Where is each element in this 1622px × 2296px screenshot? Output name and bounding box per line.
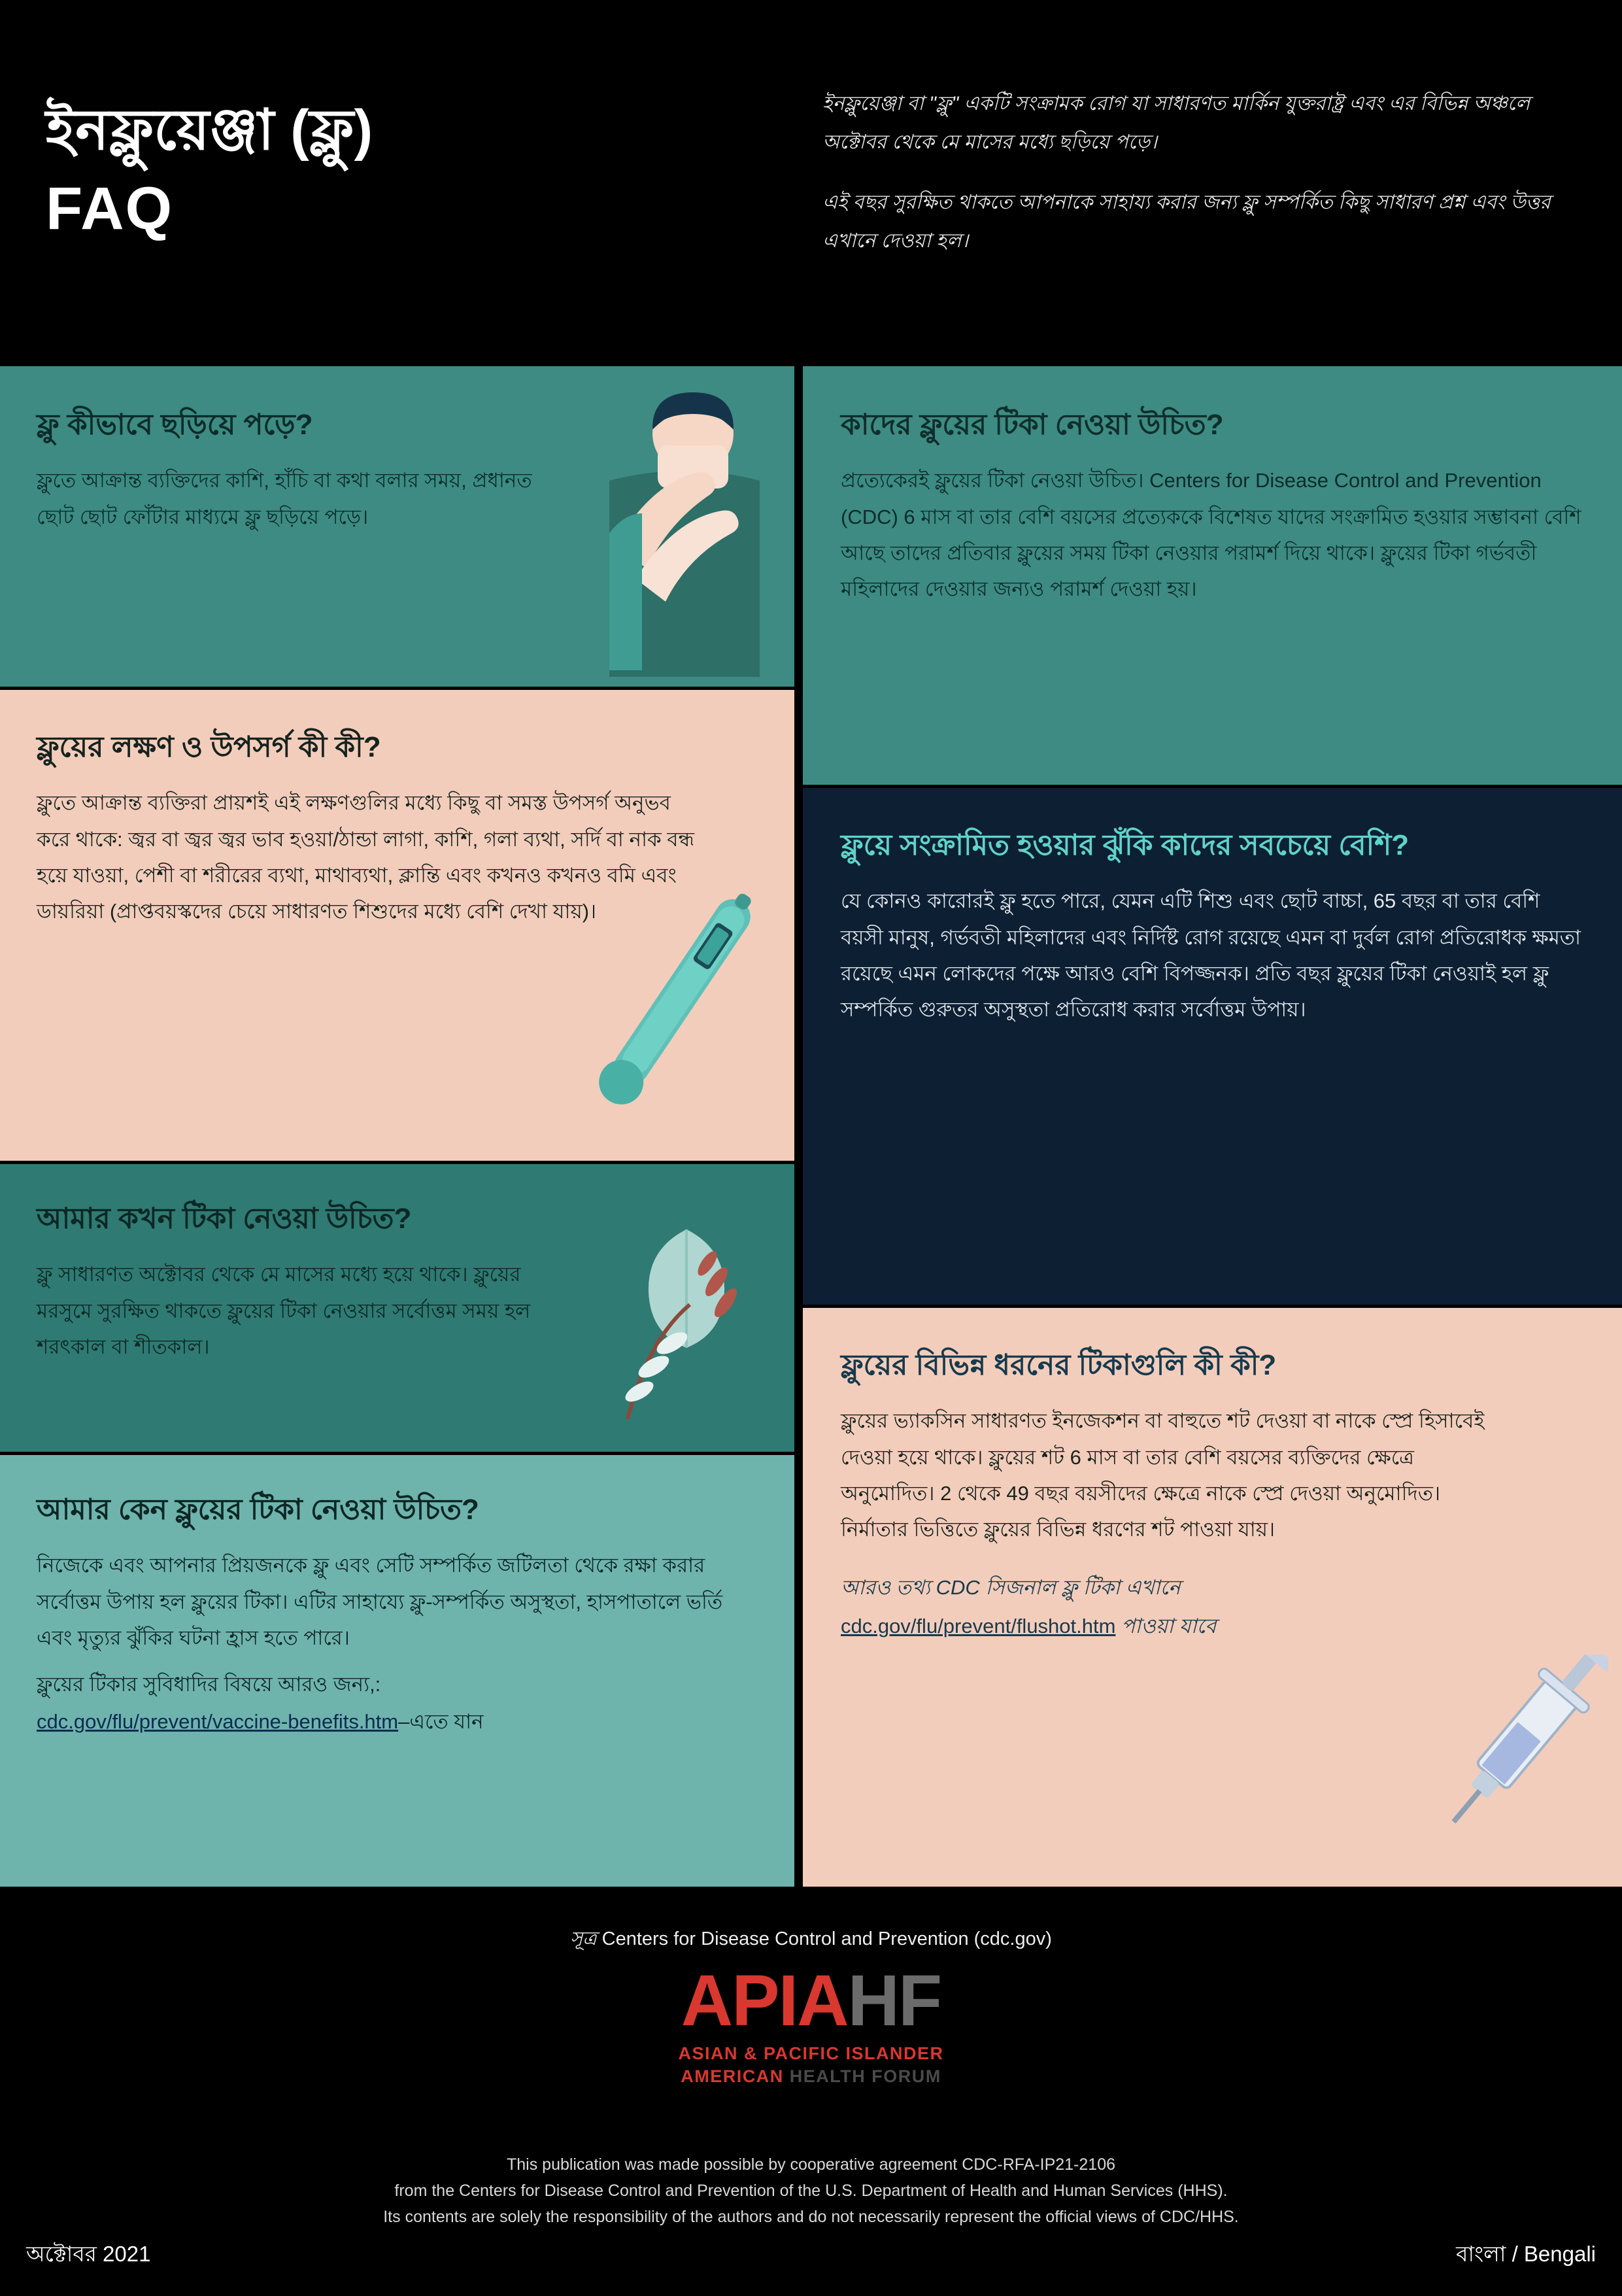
language-label: বাংলা / Bengali bbox=[1456, 2242, 1596, 2266]
flushot-link-suffix: পাওয়া যাবে bbox=[1121, 1615, 1217, 1638]
panel-body-how-flu-spreads: ফ্লুতে আক্রান্ত ব্যক্তিদের কাশি, হাঁচি বা কথা বলার সময়, প্রধানত ছোট ছোট ফোঁটার মাধ্যমে ফ্লু ছড়িয়ে পড়ে। bbox=[37, 469, 532, 528]
logo-subtitle-line2 bbox=[641, 2066, 981, 2087]
logo-wordmark bbox=[641, 1961, 981, 2041]
panel-body-why-vaccinate: নিজেকে এবং আপনার প্রিয়জনকে ফ্লু এবং সেটি সম্পর্কিত জটিলতা থেকে রক্ষা করার সর্বোত্তম উপায় হল ফ্লুয়ের টিকা। এটির সাহায্যে ফ্লু-সম্পর্কিত অসুস্থতা, হাসপাতালে ভর্তি এবং মৃত্যুর ঝুঁকির ঘটনা হ্রাস হতে পারে। bbox=[37, 1554, 723, 1649]
logo-subtitle-american: AMERICAN bbox=[681, 2066, 784, 2086]
disclaimer-line-2: from the Centers for Disease Control and Prevention of the U.S. Department of Health and Human Services (HHS). bbox=[394, 2182, 1228, 2200]
panel-symptoms bbox=[0, 690, 794, 1161]
panel-body-when-vaccinate: ফ্লু সাধারণত অক্টোবর থেকে মে মাসের মধ্যে হয়ে থাকে। ফ্লুয়ের মরসুমে সুরক্ষিত থাকতে ফ্লুয়ের টিকা নেওয়ার সর্বোত্তম সময় হল শরৎকাল বা শীতকাল। bbox=[37, 1263, 531, 1358]
intro-paragraph-1: ইনফ্লুয়েঞ্জা বা "ফ্লু" একটি সংক্রামক রোগ যা সাধারণত মার্কিন যুক্তরাষ্ট্র এবং এর বিভিন্ন অঞ্চলে অক্টোবর থেকে মে মাসের মধ্যে ছড়িয়ে পড়ে। bbox=[822, 93, 1530, 153]
vaccine-benefits-link-suffix: –এতে যান bbox=[398, 1710, 484, 1734]
panel-heading-symptoms: ফ্লুয়ের লক্ষণ ও উপসর্গ কী কী? bbox=[37, 731, 381, 763]
intro-paragraph-2: এই বছর সুরক্ষিত থাকতে আপনাকে সাহায্য করার জন্য ফ্লু সম্পর্কিত কিছু সাধারণ প্রশ্ন এবং উত্তর এখানে দেওয়া হল। bbox=[822, 192, 1551, 252]
panel-heading-how-flu-spreads: ফ্লু কীভাবে ছড়িয়ে পড়ে? bbox=[37, 409, 313, 441]
poster-header bbox=[0, 0, 1622, 356]
disclaimer-line-3: Its contents are solely the responsibility of the authors and do not necessarily represent the official views of CDC/HHS. bbox=[383, 2208, 1239, 2226]
source-label-english: Centers for Disease Control and Prevention (cdc.gov) bbox=[601, 1928, 1052, 1949]
panel-heading-highest-risk: ফ্লুয়ে সংক্রামিত হওয়ার ঝুঁকি কাদের সবচেয়ে বেশি? bbox=[841, 829, 1410, 861]
panel-how-flu-spreads bbox=[0, 366, 794, 687]
panel-link-intro-why: ফ্লুয়ের টিকার সুবিধাদির বিষয়ে আরও জন্য,: bbox=[37, 1672, 381, 1696]
vaccine-benefits-link[interactable]: cdc.gov/flu/prevent/vaccine-benefits.htm bbox=[37, 1710, 399, 1734]
page-title-bengali: ইনফ্লুয়েঞ্জা (ফ্লু) bbox=[46, 99, 373, 162]
panel-body-symptoms: ফ্লুতে আক্রান্ত ব্যক্তিরা প্রায়শই এই লক্ষণগুলির মধ্যে কিছু বা সমস্ত উপসর্গ অনুভব করে থাকে: জ্বর বা জ্বর জ্বর ভাব হওয়া/ঠান্ডা লাগা, কাশি, গলা ব্যথা, সর্দি বা নাক বন্ধ হয়ে যাওয়া, পেশী বা শরীরের ব্যথা, মাথাব্যথা, ক্লান্তি এবং কখনও কখনও বমি এবং ডায়রিয়া (প্রাপ্তবয়স্কদের চেয়ে সাধারণত শিশুদের মধ্যে বেশি দেখা যায়)। bbox=[37, 791, 695, 923]
panel-link-row-types bbox=[841, 1608, 1584, 1644]
source-label-bengali: সূত্র bbox=[570, 1928, 597, 1949]
panel-heading-vaccine-types: ফ্লুয়ের বিভিন্ন ধরনের টিকাগুলি কী কী? bbox=[841, 1349, 1277, 1381]
panel-when-vaccinate bbox=[0, 1164, 794, 1452]
panel-heading-who-should-vaccinate: কাদের ফ্লুয়ের টিকা নেওয়া উচিত? bbox=[841, 409, 1224, 441]
apiahf-logo bbox=[641, 1961, 981, 2087]
source-line bbox=[0, 1924, 1622, 1956]
logo-hf-text: HF bbox=[847, 1961, 941, 2041]
panel-vaccine-types bbox=[803, 1308, 1622, 1887]
panel-body-highest-risk: যে কোনও কারোরই ফ্লু হতে পারে, যেমন এটি শিশু এবং ছোট বাচ্চা, 65 বছর বা তার বেশি বয়সী মানুষ, গর্ভবতী মহিলাদের এবং নির্দিষ্ট রোগ রয়েছে এমন বা দুর্বল রোগ প্রতিরোধক ক্ষমতা রয়েছে এমন লোকদের পক্ষে আরও বেশি বিপজ্জনক। প্রতি বছর ফ্লুয়ের টিকা নেওয়াই হল ফ্লু সম্পর্কিত গুরুতর অসুস্থতা প্রতিরোধ করার সর্বোত্তম উপায়। bbox=[841, 889, 1581, 1021]
page-title-faq: FAQ bbox=[46, 175, 174, 242]
panel-heading-when-vaccinate: আমার কখন টিকা নেওয়া উচিত? bbox=[37, 1203, 412, 1235]
logo-apia-text: APIA bbox=[681, 1961, 848, 2041]
panel-body-who-should-vaccinate: প্রত্যেকেরই ফ্লুয়ের টিকা নেওয়া উচিত। Centers for Disease Control and Prevention (CDC) 6 মাস বা তার বেশি বয়সের প্রত্যেককে বিশেষত যাদের সংক্রামিত হওয়ার সম্ভাবনা বেশি আছে তাদের প্রতিবার ফ্লুয়ের সময় টিকা নেওয়ার পরামর্শ দিয়ে থাকে। ফ্লুয়ের টিকা গর্ভবতী মহিলাদের দেওয়ার জন্যও পরামর্শ দেওয়া হয়। bbox=[841, 469, 1581, 600]
panel-heading-why-vaccinate: আমার কেন ফ্লুয়ের টিকা নেওয়া উচিত? bbox=[37, 1494, 479, 1526]
panel-link-intro-types: আরও তথ্য CDC সিজনাল ফ্লু টিকা এখানে bbox=[841, 1576, 1181, 1600]
panel-link-row-why bbox=[37, 1704, 758, 1739]
intro-text bbox=[822, 85, 1581, 260]
panel-why-vaccinate bbox=[0, 1455, 794, 1887]
flushot-link[interactable]: cdc.gov/flu/prevent/flushot.htm bbox=[841, 1615, 1116, 1638]
poster-footer bbox=[0, 1890, 1622, 2296]
logo-subtitle-line1: ASIAN & PACIFIC ISLANDER bbox=[678, 2044, 944, 2063]
panel-body-vaccine-types: ফ্লুয়ের ভ্যাকসিন সাধারণত ইনজেকশন বা বাহুতে শট দেওয়া বা নাকে স্প্রে হিসাবেই দেওয়া হয়ে থাকে। ফ্লুয়ের শট 6 মাস বা তার বেশি বয়সের ব্যক্তিদের ক্ষেত্রে অনুমোদিত। 2 থেকে 49 বছর বয়সীদের ক্ষেত্রে নাকে স্প্রে দেওয়া অনুমোদিত। নির্মাতার ভিত্তিতে ফ্লুয়ের বিভিন্ন ধরণের শট পাওয়া যায়। bbox=[841, 1409, 1485, 1541]
logo-subtitle-healthforum: HEALTH FORUM bbox=[789, 2066, 941, 2086]
panel-highest-risk bbox=[803, 788, 1622, 1305]
page-title bbox=[46, 98, 373, 244]
publication-date: অক্টোবর 2021 bbox=[26, 2242, 151, 2266]
disclaimer-text bbox=[0, 2151, 1622, 2230]
panel-who-should-vaccinate bbox=[803, 366, 1622, 785]
disclaimer-line-1: This publication was made possible by cooperative agreement CDC-RFA-IP21-2106 bbox=[506, 2155, 1116, 2174]
